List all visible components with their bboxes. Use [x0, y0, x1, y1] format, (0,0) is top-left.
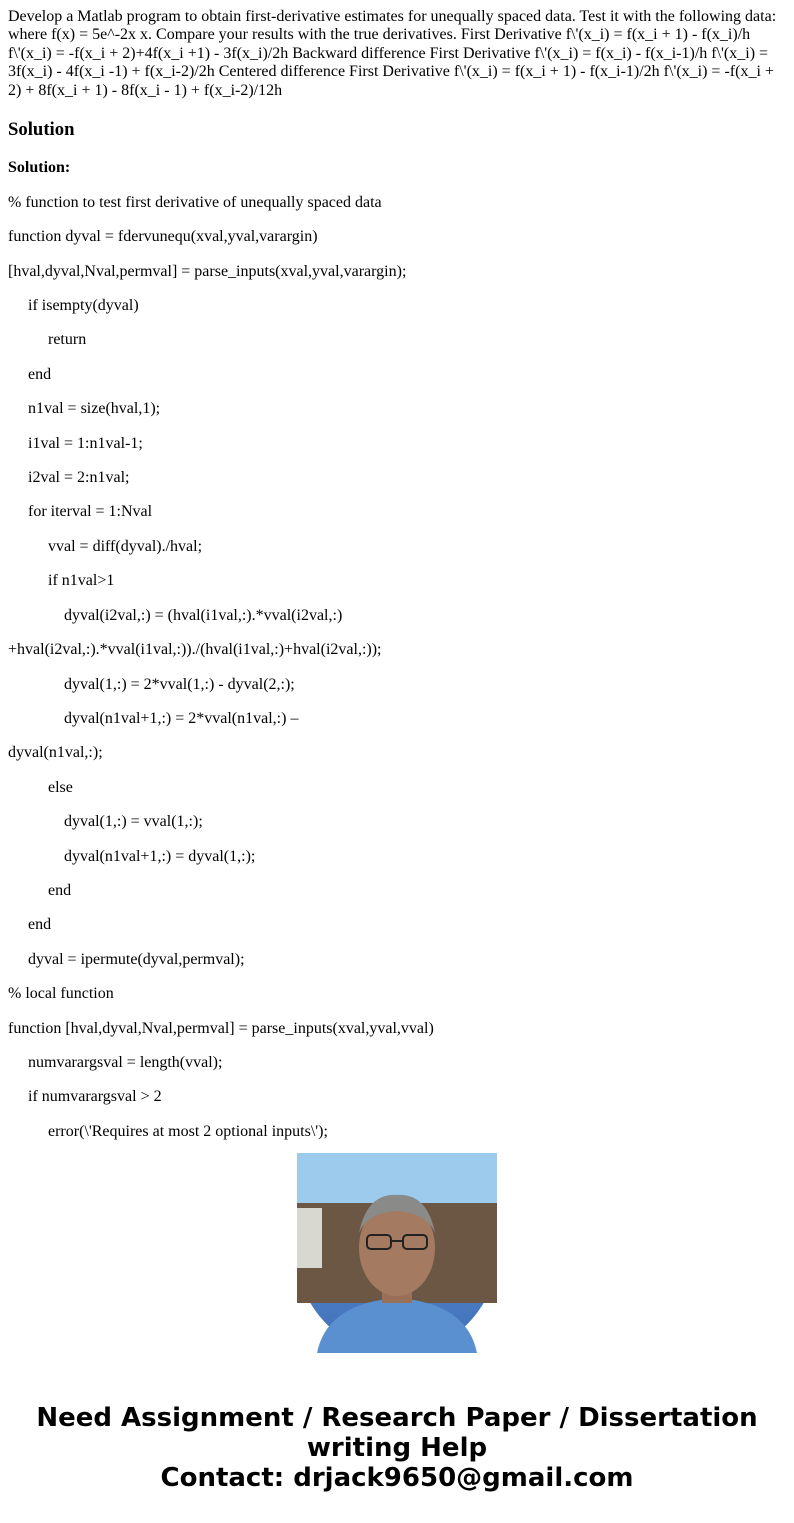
code-line: dyval = ipermute(dyval,permval); — [28, 950, 245, 968]
code-line: dyval(n1val+1,:) = 2*vval(n1val,:) – — [64, 709, 299, 727]
code-line: dyval(i2val,:) = (hval(i1val,:).*vval(i2val,:) — [64, 606, 343, 624]
code-line: % function to test first derivative of unequally spaced data — [8, 193, 382, 211]
code-line: % local function — [8, 985, 114, 1003]
code-line: dyval(n1val+1,:) = dyval(1,:); — [64, 847, 256, 865]
code-line: end — [28, 916, 52, 934]
code-line: else — [48, 778, 73, 796]
code-line: vval = diff(dyval)./hval; — [48, 537, 203, 555]
code-line: if numvarargsval > 2 — [28, 1088, 162, 1106]
code-line: i1val = 1:n1val-1; — [28, 434, 143, 452]
question-text: Develop a Matlab program to obtain first-derivative estimates for unequally spaced data. Test it with the following data: where f(x) = 5e^-2x x. Compare your results with the true derivatives. First Derivative f\'(x_i) = f(x_i + 1) - f(x_i)/h f\'(x_i) = -f(x_i + 2)+4f(x_i +1) - 3f(x_i)/2h Backward difference First Derivative f\'(x_i) = f(x_i) - f(x_i-1)/h f\'(x_i) = 3f(x_i) - 4f(x_i -1) + f(x_i-2)/2h Centered difference First Derivative f\'(x_i) = f(x_i + 1) - f(x_i-1)/2h f\'(x_i) = -f(x_i + 2) + 8f(x_i + 1) - 8f(x_i - 1) + f(x_i-2)/12h — [8, 8, 777, 99]
footer-contact: Contact: drjack9650@gmail.com — [160, 1463, 634, 1493]
person-portrait-icon — [297, 1153, 497, 1353]
code-line: return — [48, 331, 87, 349]
code-line: for iterval = 1:Nval — [28, 503, 153, 521]
code-line: dyval(1,:) = 2*vval(1,:) - dyval(2,:); — [64, 675, 295, 693]
code-line: error(\'Requires at most 2 optional inputs\'); — [48, 1122, 328, 1140]
solution-heading: Solution — [8, 118, 75, 140]
footer-banner — [0, 1403, 794, 1493]
code-line: if n1val>1 — [48, 572, 115, 590]
footer-line-1: Need Assignment / Research Paper / Dissertation — [36, 1403, 758, 1433]
code-line: numvarargsval = length(vval); — [28, 1053, 223, 1071]
code-line: function dyval = fdervunequ(xval,yval,varargin) — [8, 228, 318, 246]
code-line: if isempty(dyval) — [28, 297, 139, 315]
footer-line-2: writing Help — [306, 1433, 488, 1463]
code-line: i2val = 2:n1val; — [28, 469, 130, 487]
code-line: end — [48, 881, 72, 899]
solution-label: Solution: — [8, 159, 71, 177]
code-line: n1val = size(hval,1); — [28, 400, 161, 418]
code-line: end — [28, 365, 52, 383]
code-line: +hval(i2val,:).*vval(i1val,:))./(hval(i1val,:)+hval(i2val,:)); — [8, 641, 382, 659]
author-photo — [297, 1153, 497, 1353]
code-line: function [hval,dyval,Nval,permval] = parse_inputs(xval,yval,vval) — [8, 1019, 434, 1037]
code-line: dyval(1,:) = vval(1,:); — [64, 813, 203, 831]
code-line: dyval(n1val,:); — [8, 744, 103, 762]
code-listing — [8, 194, 786, 1141]
code-line: [hval,dyval,Nval,permval] = parse_inputs(xval,yval,varargin); — [8, 262, 407, 280]
